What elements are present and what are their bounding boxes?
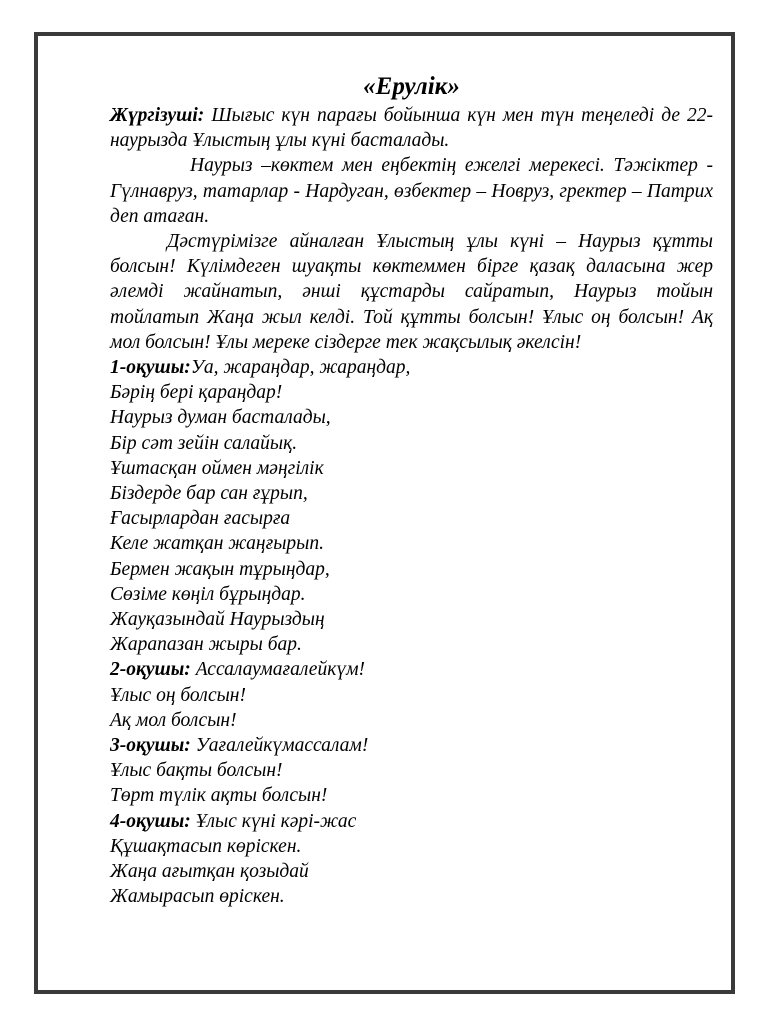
verse-line: Уа, жараңдар, жараңдар, <box>190 357 411 379</box>
document-title: «Ерулік» <box>363 73 460 100</box>
verse-line: Жаңа ағытқан қозыдай <box>110 861 309 883</box>
pupil1-first-line <box>110 355 713 380</box>
pupil2-first-line <box>110 657 713 682</box>
verse-line: Ұштасқан оймен мәңгілік <box>110 457 324 479</box>
greeting-paragraph: Дәстүрімізге айналған Ұлыстың ұлы күні – Наурыз құтты болсын! Күлімдеген шуақты көктеммен бірге қазақ даласына жер әлемді жайнатып, әнші құстарды сайратып, Наурыз тойын тойлатып Жаңа жыл келді. Той құтты болсын! Ұлыс оң болсын! Ақ мол болсын! Ұлы мереке сіздерге тек жақсылық әкелсін! <box>110 231 713 353</box>
intro-paragraph <box>110 103 713 153</box>
speaker-host: Жүргізуші: <box>110 105 205 126</box>
verse-line: Жауқазындай Наурыздың <box>110 609 325 631</box>
nauryz-paragraph: Наурыз –көктем мен еңбектің ежелгі мерекесі. Тәжіктер - Гүлнавруз, татарлар - Нардуган, өзбектер – Новруз, гректер – Патрих деп атаған. <box>110 155 713 227</box>
verse-line: Бәрің бері қараңдар! <box>110 382 283 404</box>
verse-line: Жамырасып өріскен. <box>110 886 285 908</box>
verse-line: Ұлыс күні кәрі-жас <box>190 810 357 832</box>
verse-line: Уағалейкүмассалам! <box>190 735 369 757</box>
verse-line: Төрт түлік ақты болсын! <box>110 785 328 807</box>
verse-line: Сөзіме көңіл бұрыңдар. <box>110 583 306 605</box>
verse-line: Жарапазан жыры бар. <box>110 634 302 656</box>
verse-line: Құшақтасып көріскен. <box>110 835 302 857</box>
speaker-pupil-3: 3-оқушы: <box>110 735 191 757</box>
speaker-pupil-1: 1-оқушы: <box>110 357 191 379</box>
document-body <box>110 72 713 910</box>
intro-text: Шығыс күн парағы бойынша күн мен түн теңеледі де 22-наурызда Ұлыстың ұлы күні басталады. <box>110 105 713 152</box>
verse-line: Бермен жақын тұрыңдар, <box>110 558 330 580</box>
verse-line: Ұлыс бақты болсын! <box>110 760 283 782</box>
verse-line: Ассалаумағалейкүм! <box>190 659 366 681</box>
pupil3-first-line <box>110 733 713 758</box>
speaker-pupil-4: 4-оқушы: <box>110 810 191 832</box>
verse-line: Ғасырлардан ғасырға <box>110 508 291 530</box>
verse-line: Бір сәт зейін салайық. <box>110 432 298 454</box>
pupil4-first-line <box>110 809 713 834</box>
verse-line: Келе жатқан жаңғырып. <box>110 533 324 555</box>
speaker-pupil-2: 2-оқушы: <box>110 659 191 681</box>
verse-line: Ұлыс оң болсын! <box>110 684 246 706</box>
verse-line: Біздерде бар сан ғұрып, <box>110 483 308 505</box>
verse-line: Наурыз думан басталады, <box>110 407 331 429</box>
verse-line: Ақ мол болсын! <box>110 709 237 731</box>
